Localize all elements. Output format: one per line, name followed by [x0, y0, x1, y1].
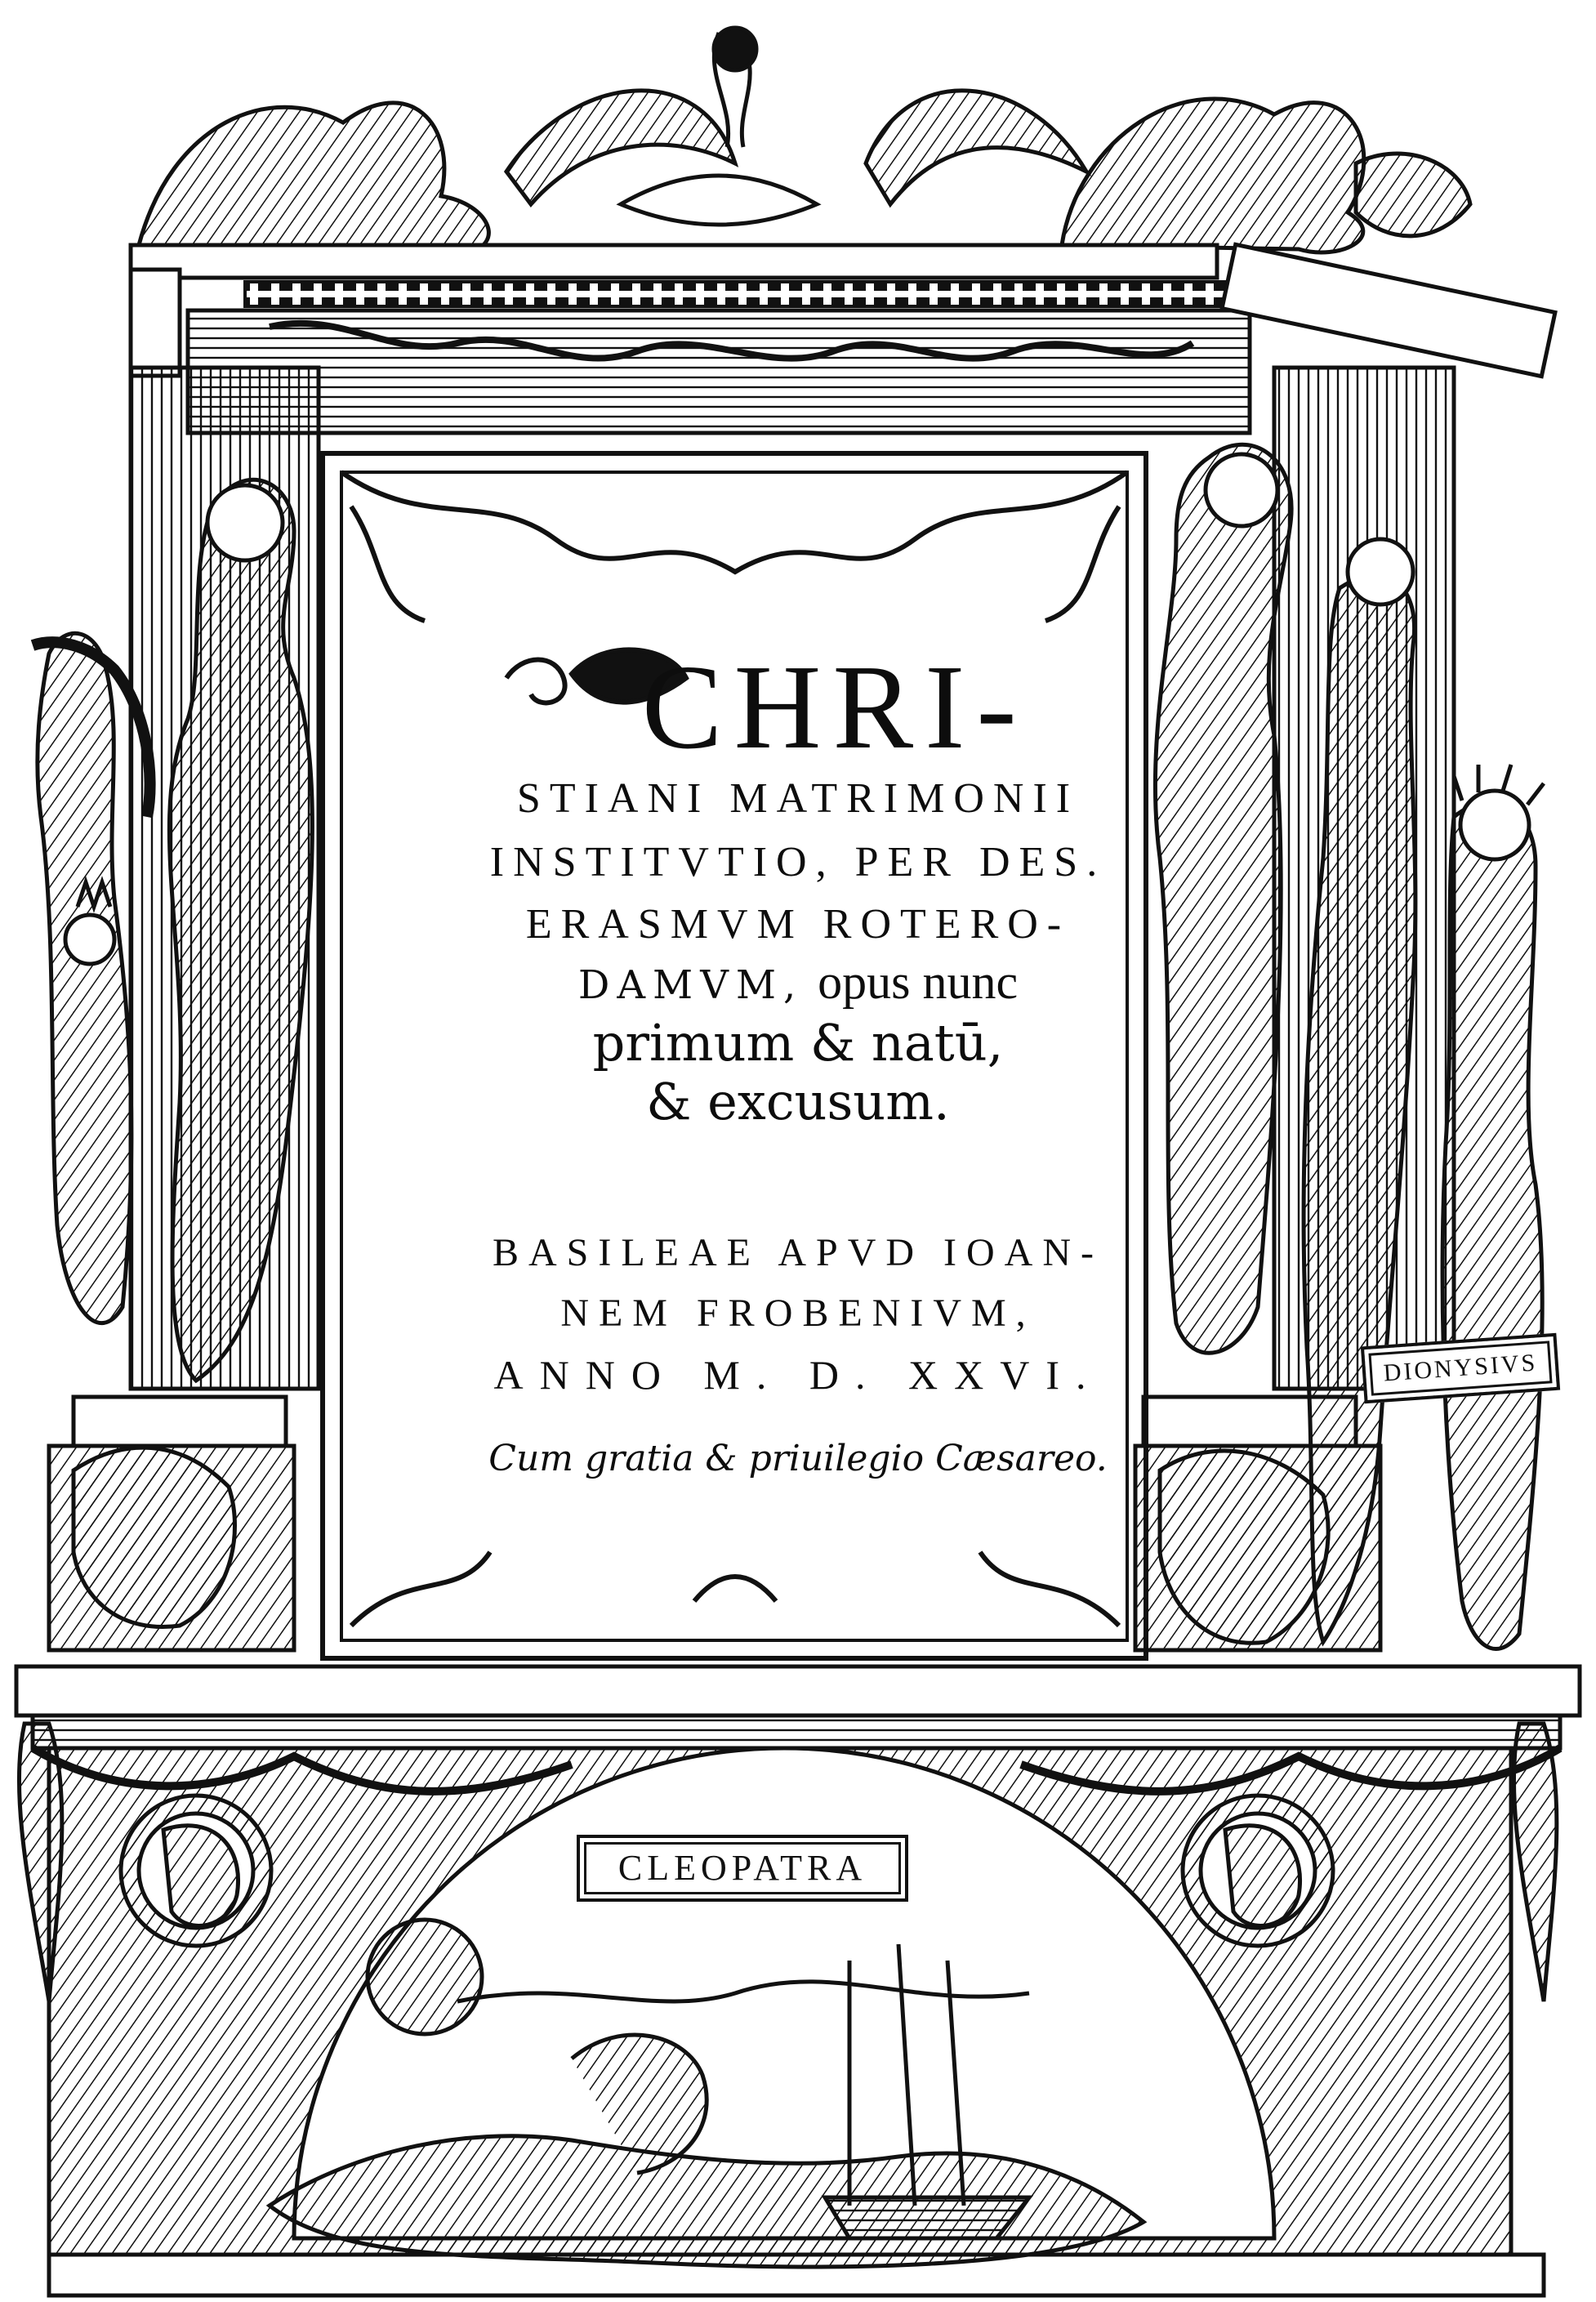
title-line-3: INSTITVTIO, PER DES.	[489, 839, 1107, 886]
privilege-line: Cum gratia & priuilegio Cæsareo.	[488, 1438, 1108, 1479]
title-line-6: primum & natū,	[592, 1013, 1004, 1073]
imprint-line-1: BASILEAE APVD IOAN-	[493, 1231, 1103, 1274]
plaque-cleopatra: CLEOPATRA	[577, 1835, 908, 1902]
title-line-4: ERASMVM ROTERO-	[525, 901, 1071, 948]
title-line-7: & excusum.	[646, 1072, 950, 1131]
imprint-line-2: NEM FROBENIVM,	[560, 1292, 1036, 1335]
title-heading	[0, 640, 1596, 774]
swash-spacer	[568, 667, 621, 745]
plaque-dionysius: DIONYSIVS	[1361, 1333, 1560, 1404]
top-crest	[139, 28, 1470, 253]
title-line-5	[0, 954, 1596, 1010]
title-line-1: CHRI-	[641, 640, 1028, 774]
title-line-5-caps: DAMVM,	[577, 962, 804, 1008]
imprint-line-3: ANNO M. D. XXVI.	[493, 1352, 1103, 1398]
title-line-5-rest: opus nunc	[818, 955, 1019, 1009]
title-line-2: STIANI MATRIMONII	[516, 775, 1080, 822]
